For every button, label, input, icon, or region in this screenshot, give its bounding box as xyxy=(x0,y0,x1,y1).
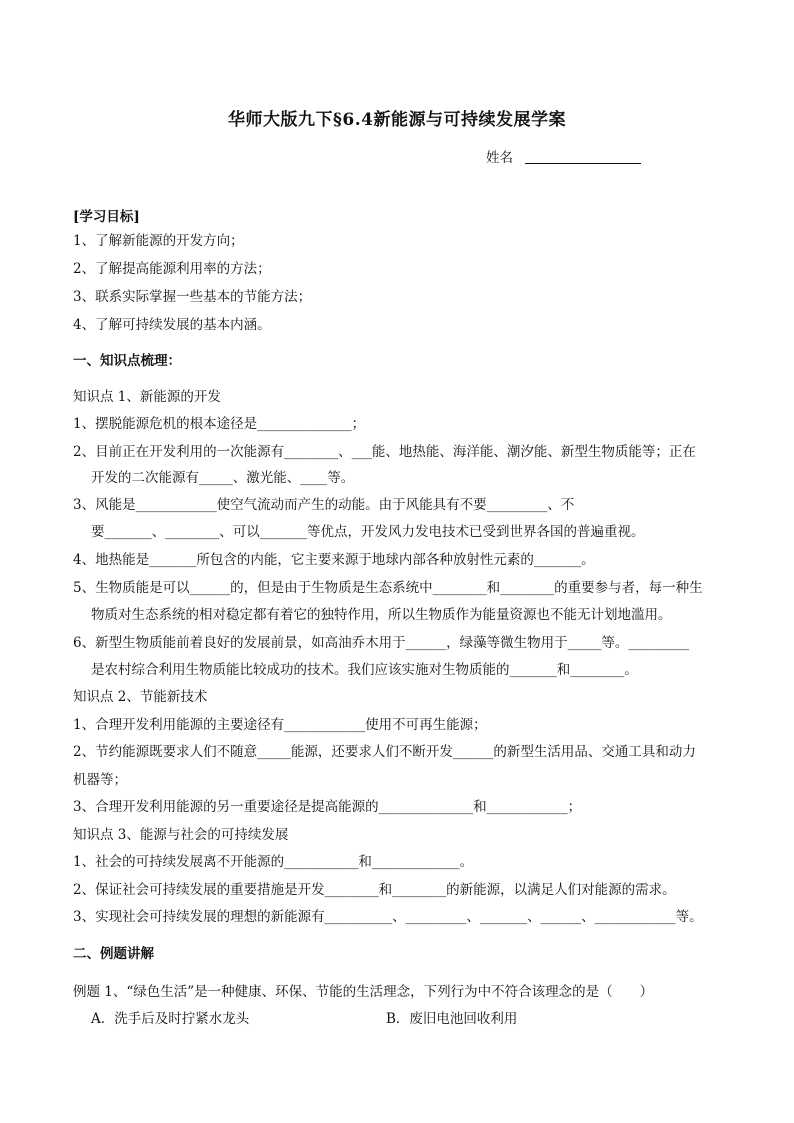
kp2-line: 机器等； xyxy=(73,772,127,788)
name-label: 姓名 xyxy=(486,150,513,166)
kp1-line: 物质对生态系统的相对稳定都有着它的独特作用，所以生物质作为能量资源也不能无计划地滥用。 xyxy=(91,607,672,623)
kp2-line: 1、合理开发利用能源的主要途径有____________使用不可再生能源； xyxy=(73,717,487,733)
objective-item: 3、联系实际掌握一些基本的节能方法； xyxy=(73,289,312,305)
example1-question: 例题 1、“绿色生活”是一种健康、环保、节能的生活理念，下列行为中不符合该理念的是（ ） xyxy=(73,984,654,1000)
objective-item: 4、了解可持续发展的基本内涵。 xyxy=(73,317,271,333)
kp2-line: 2、节约能源既要求人们不随意_____能源，还要求人们不断开发______的新型生活用品、交通工具和动力 xyxy=(73,744,696,760)
section1-heading: 一、知识点梳理： xyxy=(73,353,181,369)
kp3-line: 1、社会的可持续发展离不开能源的___________和_____________。 xyxy=(73,854,474,870)
kp1-line: 开发的二次能源有_____、激光能、____等。 xyxy=(91,470,355,486)
kp3-line: 3、实现社会可持续发展的理想的新能源有__________、_________、_______、______、____________等。 xyxy=(73,909,703,925)
page-title: 华师大版九下§6.4新能源与可持续发展学案 xyxy=(228,110,566,130)
kp1-line: 3、风能是____________使空气流动而产生的动能。由于风能具有不要_________、不 xyxy=(73,497,575,513)
kp2-line: 3、合理开发利用能源的另一重要途径是提高能源的______________和____________； xyxy=(73,799,582,815)
kp1-line: 1、摆脱能源危机的根本途径是______________； xyxy=(73,416,366,432)
kp1-line: 5、生物质能是可以______的，但是由于生物质是生态系统中________和________的重要参与者，每一种生 xyxy=(73,580,703,596)
kp1-line: 是农村综合利用生物质能比较成功的技术。我们应该实施对生物质能的_______和________。 xyxy=(91,662,638,678)
kp1-line: 6、新型生物质能前着良好的发展前景，如高油乔木用于______，绿藻等微生物用于_____等。_________ xyxy=(73,635,690,651)
kp1-title: 知识点 1、新能源的开发 xyxy=(73,389,221,405)
objective-item: 2、了解提高能源利用率的方法； xyxy=(73,261,271,277)
kp1-line: 2、目前正在开发利用的一次能源有________、___能、地热能、海洋能、潮汐能、新型生物质能等；正在 xyxy=(73,444,696,460)
example1-option-a[interactable]: A．洗手后及时拧紧水龙头 xyxy=(91,1011,250,1027)
kp3-line: 2、保证社会可持续发展的重要措施是开发________和________的新能源，以满足人们对能源的需求。 xyxy=(73,882,676,898)
name-blank[interactable] xyxy=(525,149,641,164)
kp1-line: 要_______、________、可以_______等优点，开发风力发电技术已受到世界各国的普遍重视。 xyxy=(91,524,645,540)
section2-heading: 二、例题讲解 xyxy=(73,946,154,962)
name-field xyxy=(486,146,641,166)
kp3-title: 知识点 3、能源与社会的可持续发展 xyxy=(73,827,289,843)
kp1-line: 4、地热能是_______所包含的内能，它主要来源于地球内部各种放射性元素的_______。 xyxy=(73,552,595,568)
example1-option-b[interactable]: B．废旧电池回收利用 xyxy=(386,1011,518,1027)
objectives-heading: [学习目标] xyxy=(73,209,140,225)
kp2-title: 知识点 2、节能新技术 xyxy=(73,689,208,705)
objective-item: 1、了解新能源的开发方向； xyxy=(73,233,244,249)
